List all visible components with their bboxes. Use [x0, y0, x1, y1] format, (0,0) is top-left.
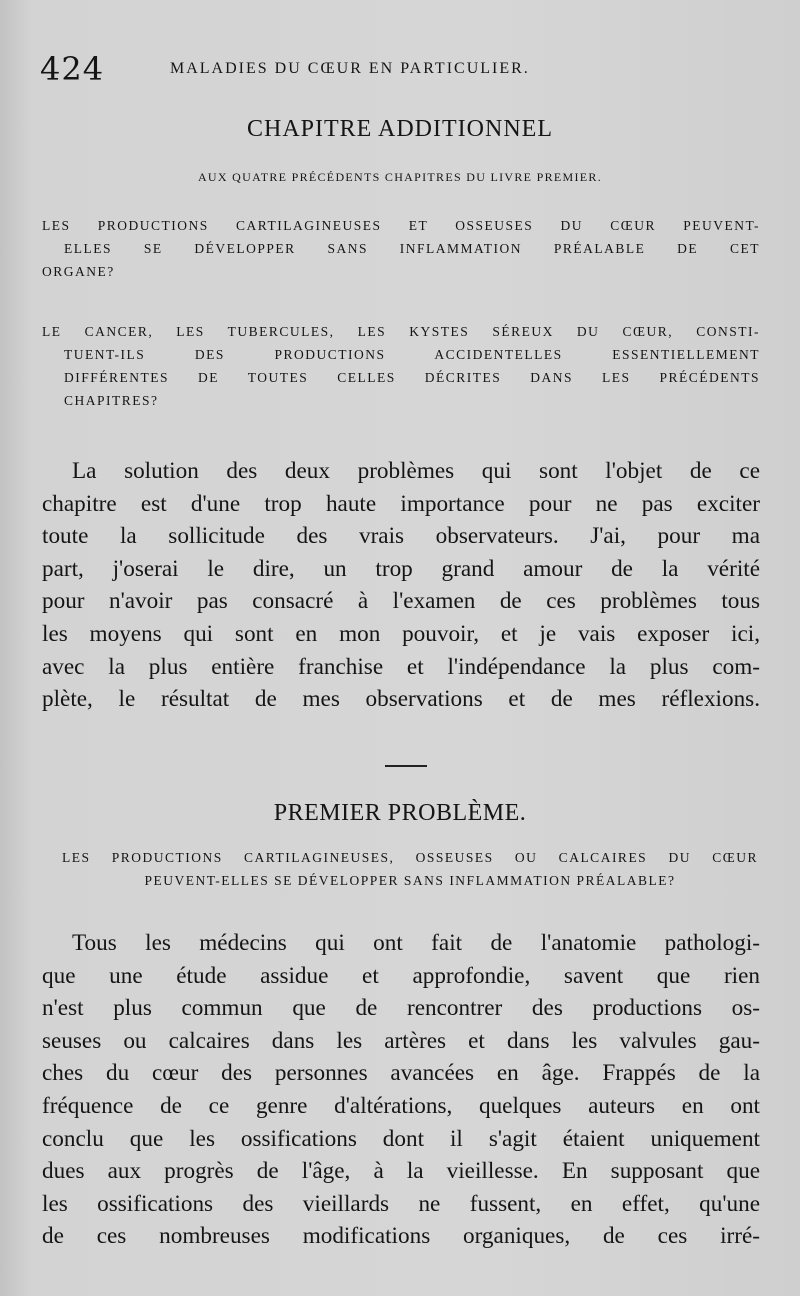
chapter-subtitle: AUX QUATRE PRÉCÉDENTS CHAPITRES DU LIVRE PREMIER.	[197, 170, 603, 184]
page-header	[40, 50, 760, 86]
section-question	[62, 846, 758, 892]
paragraph-line: La solution des deux problèmes qui sont l'objet de ce	[72, 458, 760, 484]
paragraph-line: conclu que les ossifications dont il s'agit étaient uniquement	[42, 1125, 760, 1152]
question-line: TUENT-ILS DES PRODUCTIONS ACCIDENTELLES ESSENTIELLEMENT	[64, 347, 760, 362]
paragraph-line: que une étude assidue et approfondie, savent que rien	[42, 962, 760, 989]
paragraph-line: ches du cœur des personnes avancées en âge. Frappés de la	[42, 1060, 760, 1087]
question-line: PEUVENT-ELLES SE DÉVELOPPER SANS INFLAMMATION PRÉALABLE?	[144, 873, 676, 888]
question-line: ELLES SE DÉVELOPPER SANS INFLAMMATION PRÉALABLE DE CET	[64, 241, 760, 256]
page-number: 424	[40, 50, 105, 88]
paragraph-2	[42, 927, 760, 1253]
running-head: MALADIES DU CŒUR EN PARTICULIER.	[170, 60, 530, 77]
paragraph-1	[42, 455, 760, 716]
paragraph-line: part, j'oserai le dire, un trop grand amour de la vérité	[42, 555, 760, 582]
paragraph-line: pour n'avoir pas consacré à l'examen de ces problèmes tous	[42, 588, 760, 615]
question-2	[42, 320, 760, 412]
question-line: DIFFÉRENTES DE TOUTES CELLES DÉCRITES DANS LES PRÉCÉDENTS	[64, 370, 760, 385]
question-line: LE CANCER, LES TUBERCULES, LES KYSTES SÉREUX DU CŒUR, CONSTI-	[42, 324, 760, 339]
question-line: LES PRODUCTIONS CARTILAGINEUSES, OSSEUSES OU CALCAIRES DU CŒUR	[62, 850, 758, 865]
section-title: PREMIER PROBLÈME.	[273, 800, 527, 826]
paragraph-line: dues aux progrès de l'âge, à la vieillesse. En supposant que	[42, 1158, 760, 1185]
paragraph-line: plète, le résultat de mes observations et de mes réflexions.	[42, 686, 760, 713]
paragraph-line: Tous les médecins qui ont fait de l'anatomie pathologi-	[72, 930, 760, 956]
chapter-title: CHAPITRE ADDITIONNEL	[247, 116, 553, 142]
section-separator	[385, 765, 427, 767]
paragraph-line: les moyens qui sont en mon pouvoir, et je vais exposer ici,	[42, 620, 760, 647]
paragraph-line: n'est plus commun que de rencontrer des productions os-	[42, 995, 760, 1022]
question-line: LES PRODUCTIONS CARTILAGINEUSES ET OSSEUSES DU CŒUR PEUVENT-	[42, 218, 760, 233]
question-1	[42, 214, 760, 283]
paragraph-line: de ces nombreuses modifications organiques, de ces irré-	[42, 1223, 760, 1250]
paragraph-line: seuses ou calcaires dans les artères et dans les valvules gau-	[42, 1027, 760, 1054]
paragraph-line: chapitre est d'une trop haute importance pour ne pas exciter	[42, 490, 760, 517]
paragraph-line: avec la plus entière franchise et l'indépendance la plus com-	[42, 653, 760, 680]
paragraph-line: toute la sollicitude des vrais observateurs. J'ai, pour ma	[42, 523, 760, 550]
question-line: CHAPITRES?	[64, 393, 159, 408]
paragraph-line: fréquence de ce genre d'altérations, quelques auteurs en ont	[42, 1092, 760, 1119]
paragraph-line: les ossifications des vieillards ne fussent, en effet, qu'une	[42, 1190, 760, 1217]
question-line: ORGANE?	[42, 264, 115, 279]
